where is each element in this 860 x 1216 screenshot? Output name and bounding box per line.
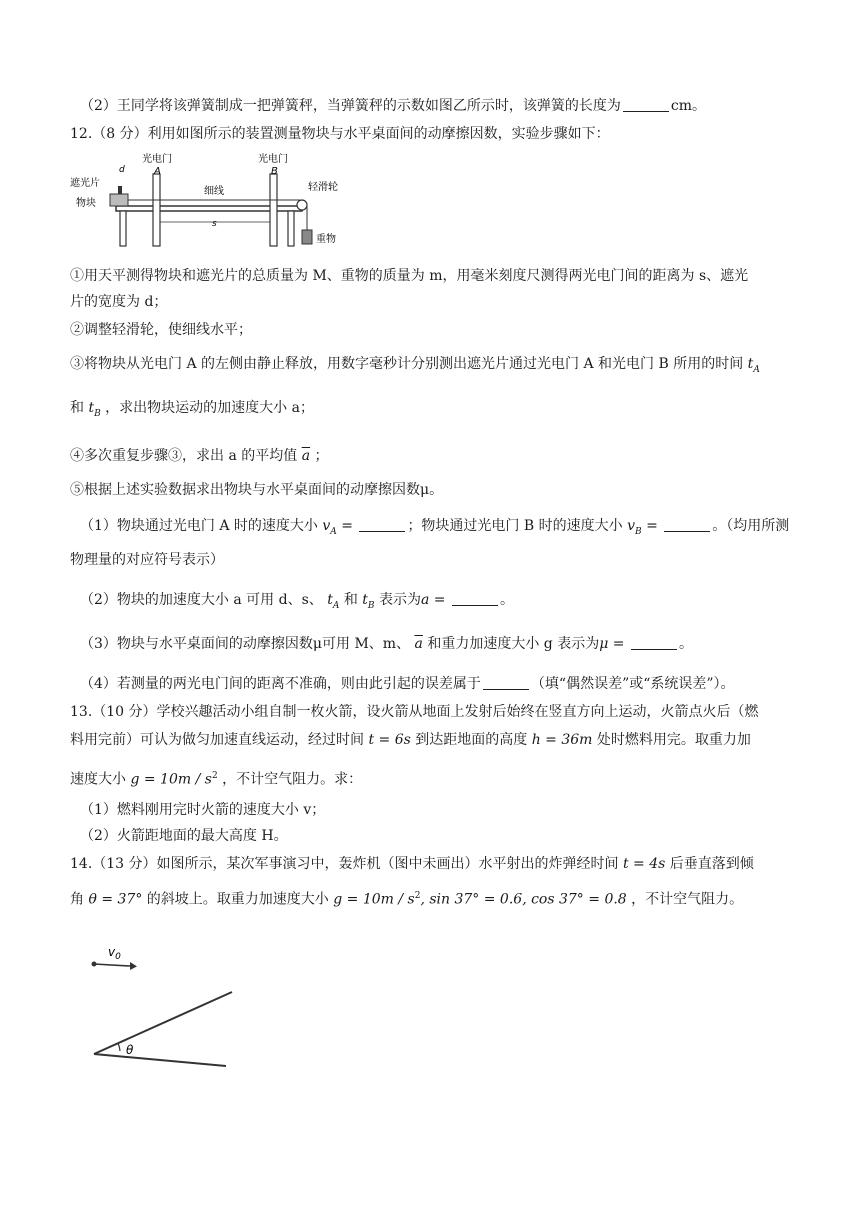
step3-line1: ③将物块从光电门 A 的左侧由静止释放，用数字毫秒计分别测出遮光片通过光电门 A 和光电门 B 所用的时间 $t_A$ xyxy=(70,356,760,375)
fig14-theta-label: θ xyxy=(126,1043,134,1057)
q13-line2: 料用完前）可认为做匀加速直线运动，经过时间 t = 6s 到达距地面的高度 h = 36m 处时燃料用完。取重力加 xyxy=(70,732,751,748)
answer-blank[interactable] xyxy=(664,517,710,532)
answer-blank[interactable] xyxy=(452,591,498,606)
q12-apparatus-figure xyxy=(70,150,370,250)
answer-blank[interactable] xyxy=(631,635,677,650)
q13-sub1: （1）燃料刚用完时火箭的速度大小 v； xyxy=(80,802,326,818)
q14-line1: 14.（13 分）如图所示，某次军事演习中，轰炸机（图中未画出）水平射出的炸弹经时间 t = 4s 后垂直落到倾 xyxy=(70,856,754,872)
sub1-line1: （1）物块通过光电门 A 时的速度大小 $v_A$ = ；物块通过光电门 B 时的速度大小 $v_B$ = 。（均用所测 xyxy=(80,518,790,537)
fig12-gate-b-letter: B xyxy=(271,166,278,177)
q13-line3: 速度大小 $g = 10m / s^2$ ，不计空气阻力。求： xyxy=(70,771,363,788)
fig14-v0-label: $v_0$ xyxy=(108,945,121,962)
q12-title: 12.（8 分）利用如图所示的装置测量物块与水平桌面间的动摩擦因数，实验步骤如下： xyxy=(70,126,610,142)
q14-slope-figure xyxy=(80,940,250,1080)
sub2: （2）物块的加速度大小 a 可用 d、s、 $t_A$ 和 $t_B$ 表示为a = 。 xyxy=(80,592,514,611)
fig12-shade-label: 遮光片 xyxy=(70,178,100,189)
q11-part2: （2）王同学将该弹簧制成一把弹簧秤，当弹簧秤的示数如图乙所示时，该弹簧的长度为 cm。 xyxy=(80,98,707,114)
sub4: （4）若测量的两光电门间的距离不准确，则由此引起的误差属于 （填“偶然误差”或“系统误差”）。 xyxy=(80,676,735,692)
step1-line2: 片的宽度为 d； xyxy=(70,294,168,310)
fig12-pulley-label: 轻滑轮 xyxy=(308,182,338,193)
q14-line2: 角 θ = 37° 的斜坡上。取重力加速度大小 $g = 10m / s^2$, sin 37° = 0.6, cos 37° = 0.8 ，不计空气阻力。 xyxy=(70,891,744,908)
fig12-block-label: 物块 xyxy=(76,198,96,209)
fig12-gate-a-letter: A xyxy=(154,166,161,177)
step1-line1: ①用天平测得物块和遮光片的总质量为 M、重物的质量为 m，用毫米刻度尺测得两光电门间的距离为 s、遮光 xyxy=(70,268,749,284)
fig12-weight-label: 重物 xyxy=(316,234,336,245)
fig12-gate-b-label: 光电门 xyxy=(258,154,288,165)
answer-blank[interactable] xyxy=(623,97,669,112)
fig12-gate-a-label: 光电门 xyxy=(142,154,172,165)
step4: ④多次重复步骤③，求出 a 的平均值 $\overline{a}$ ； xyxy=(70,448,329,464)
fig12-s-label: s xyxy=(212,219,217,229)
sub3: （3）物块与水平桌面间的动摩擦因数μ可用 M、m、 $\overline{a}$ 和重力加速度大小 g 表示为μ = 。 xyxy=(80,636,693,652)
step3-line2: 和 $t_B$ ，求出物块运动的加速度大小 a； xyxy=(70,400,314,419)
fig12-d-label: d xyxy=(119,165,125,175)
sub1-line2: 物理量的对应符号表示） xyxy=(70,552,224,568)
answer-blank[interactable] xyxy=(359,517,405,532)
step5: ⑤根据上述实验数据求出物块与水平桌面间的动摩擦因数μ。 xyxy=(70,482,444,498)
q13-line1: 13.（10 分）学校兴趣活动小组自制一枚火箭，设火箭从地面上发射后始终在竖直方向上运动，火箭点火后（燃 xyxy=(70,704,759,720)
q13-sub2: （2）火箭距地面的最大高度 H。 xyxy=(80,828,288,844)
fig12-string-label: 细线 xyxy=(204,186,224,197)
step2: ②调整轻滑轮，使细线水平； xyxy=(70,322,252,338)
answer-blank[interactable] xyxy=(483,675,529,690)
